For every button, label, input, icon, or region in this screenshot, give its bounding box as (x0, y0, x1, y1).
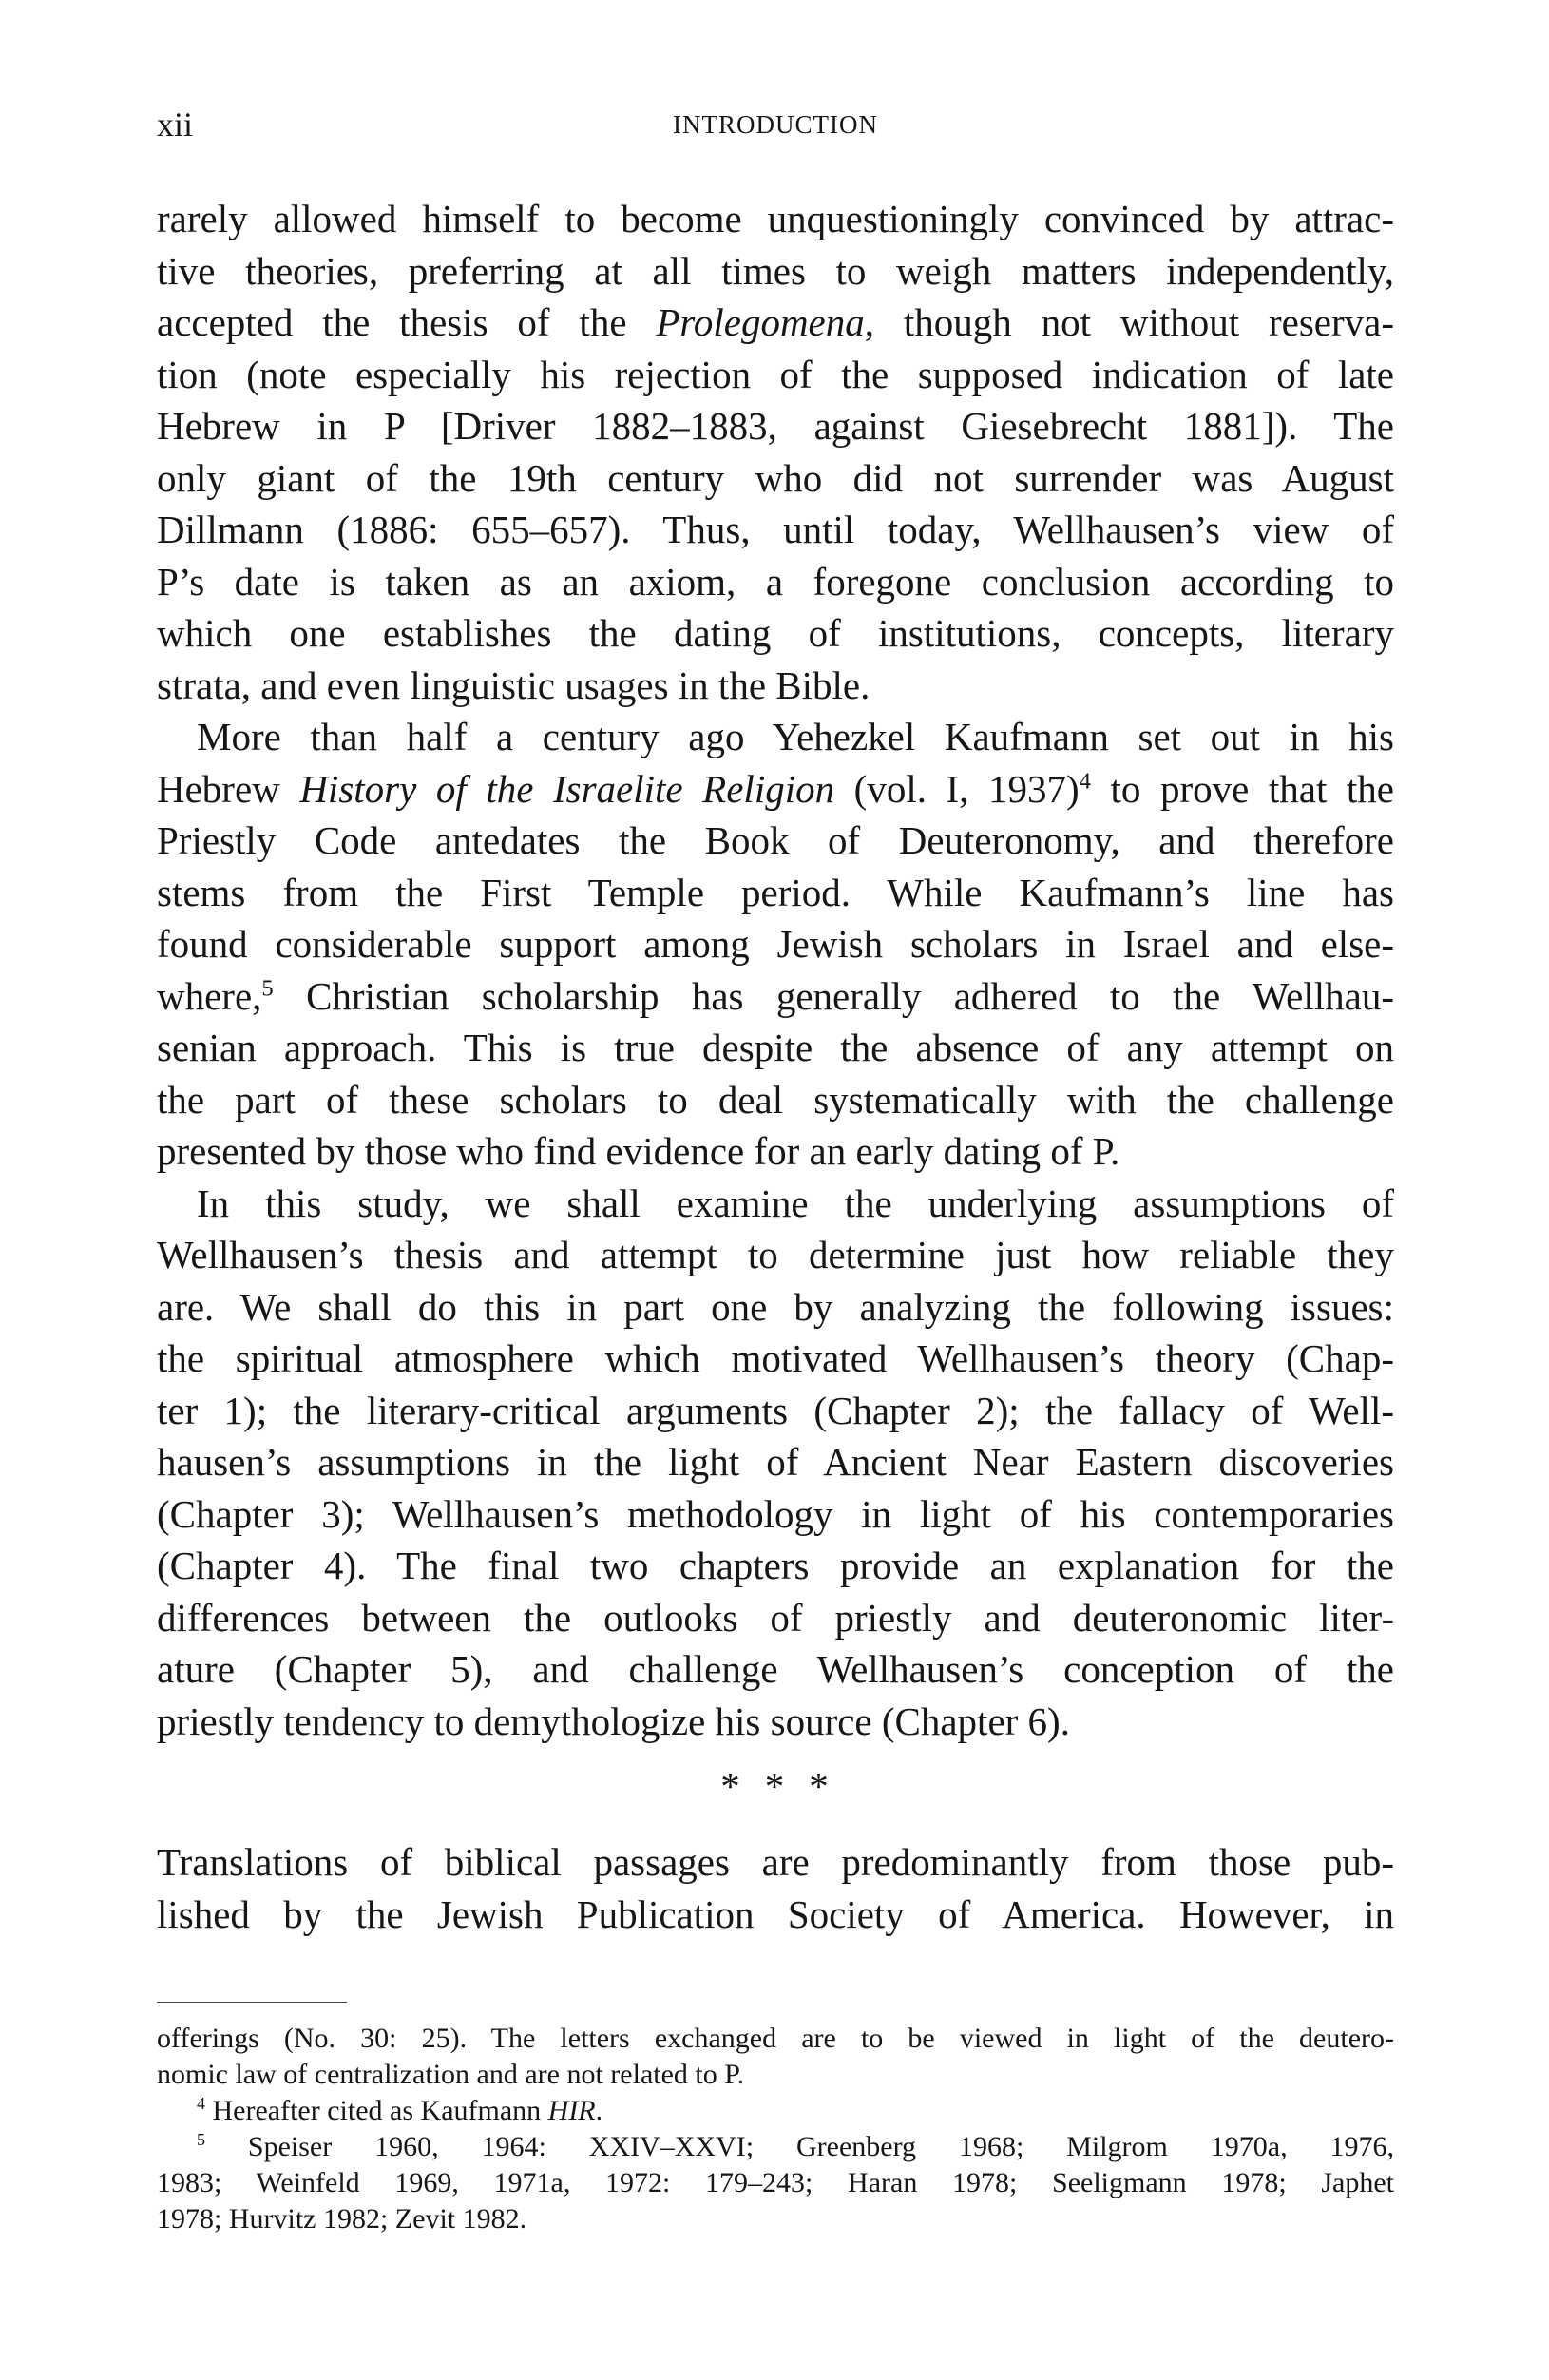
footnote-line: nomic law of centralization and are not related to P. (157, 2059, 745, 2090)
text-line: rarely allowed himself to become unquestioningly convinced by attrac- (157, 197, 1394, 240)
asterisk: * (720, 1764, 742, 1808)
footnote-line: 1983; Weinfeld 1969, 1971a, 1972: 179–243; Haran 1978; Seeligmann 1978; Japhet (157, 2167, 1394, 2198)
footnote-number: 5 (197, 2130, 205, 2149)
text-line: Dillmann (1886: 655–657). Thus, until today, Wellhausen’s view of (157, 508, 1394, 551)
footnote-rule (157, 2002, 347, 2003)
text-line: senian approach. This is true despite the absence of any attempt on (157, 1026, 1394, 1069)
text-line: More than half a century ago Yehezkel Kaufmann set out in his (197, 715, 1394, 758)
text-line: P’s date is taken as an axiom, a foregone conclusion according to (157, 559, 1394, 604)
footnote-5 (157, 2129, 1394, 2165)
text-line (157, 763, 1394, 816)
text-line: are. We shall do this in part one by analyzing the following issues: (157, 1284, 1394, 1329)
text-line: In this study, we shall examine the underlying assumptions of (197, 1180, 1394, 1225)
body-text (157, 193, 1394, 1747)
text-span: to prove that the (1090, 766, 1394, 811)
text-line: hausen’s assumptions in the light of Ancient Near Eastern discoveries (157, 1440, 1394, 1484)
text-line: strata, and even linguistic usages in the Bible. (157, 662, 870, 707)
text-line: differences between the outlooks of priestly and deuteronomic liter- (157, 1595, 1394, 1640)
text-line: tive theories, preferring at all times to weigh matters independently, (157, 248, 1394, 293)
page-number: xii (157, 106, 194, 144)
footnote-ref: 5 (261, 974, 274, 1001)
text-line (157, 970, 1394, 1023)
text-line: tion (note especially his rejection of the supposed indication of late (157, 352, 1394, 396)
text-line: found considerable support among Jewish scholars in Israel and else- (157, 922, 1394, 966)
abbreviation-italic: HIR (547, 2095, 596, 2126)
text-line: ature (Chapter 5), and challenge Wellhausen’s conception of the (157, 1647, 1394, 1691)
running-head: INTRODUCTION (673, 110, 878, 139)
text-line: (Chapter 4). The final two chapters provide an explanation for the (157, 1544, 1394, 1587)
text-span: Christian scholarship has generally adhered to the Wellhau- (273, 973, 1394, 1018)
text-line: priestly tendency to demythologize his source (Chapter 6). (157, 1699, 1070, 1743)
text-span: accepted the thesis of the (157, 300, 657, 344)
text-span: where, (157, 973, 262, 1018)
text-line: the spiritual atmosphere which motivated Wellhausen’s theory (Chap- (157, 1336, 1394, 1380)
footnote-line: 1978; Hurvitz 1982; Zevit 1982. (157, 2203, 527, 2235)
text-line (157, 297, 1394, 349)
book-title-italic: History of the Israelite Religion (299, 766, 835, 811)
footnote-4 (157, 2093, 1394, 2129)
text-span: , though not without reserva- (864, 300, 1394, 344)
text-span: . (595, 2095, 603, 2126)
text-line: stems from the First Temple period. While Kaufmann’s line has (157, 870, 1394, 914)
text-span: Hebrew (157, 766, 300, 811)
text-line: presented by those who find evidence for an early dating of P. (157, 1129, 1120, 1173)
text-span: Hereafter cited as Kaufmann (205, 2095, 548, 2126)
text-line: Priestly Code antedates the Book of Deuteronomy, and therefore (157, 818, 1394, 862)
footnote-ref: 4 (1079, 767, 1091, 794)
text-line: the part of these scholars to deal systematically with the challenge (157, 1077, 1394, 1122)
footnote-line: offerings (No. 30: 25). The letters exchanged are to be viewed in light of the deutero- (157, 2023, 1394, 2054)
section-separator (157, 1760, 1394, 1812)
text-line: Translations of biblical passages are predominantly from those pub- (157, 1840, 1394, 1884)
translations-paragraph (157, 1836, 1394, 1940)
asterisk: * (764, 1764, 787, 1808)
page-header (157, 101, 1394, 148)
text-line: only giant of the 19th century who did not surrender was August (157, 455, 1394, 500)
asterisk: * (809, 1764, 831, 1808)
text-span: (vol. I, 1937) (834, 766, 1080, 811)
footnote-number: 4 (197, 2094, 205, 2113)
book-title-italic: Prolegomena (656, 300, 865, 344)
text-line: Wellhausen’s thesis and attempt to determine just how reliable they (157, 1233, 1394, 1276)
text-line: (Chapter 3); Wellhausen’s methodology in light of his contemporaries (157, 1491, 1394, 1536)
text-line: ter 1); the literary-critical arguments (Chapter 2); the fallacy of Well- (157, 1388, 1394, 1432)
text-line: which one establishes the dating of institutions, concepts, literary (157, 611, 1394, 655)
footnotes (157, 2021, 1394, 2237)
text-span: Speiser 1960, 1964: XXIV–XXVI; Greenberg 1968; Milgrom 1970a, 1976, (205, 2131, 1394, 2162)
text-line: Hebrew in P [Driver 1882–1883, against Giesebrecht 1881]). The (157, 404, 1394, 448)
text-line: lished by the Jewish Publication Society of America. However, in (157, 1891, 1394, 1936)
